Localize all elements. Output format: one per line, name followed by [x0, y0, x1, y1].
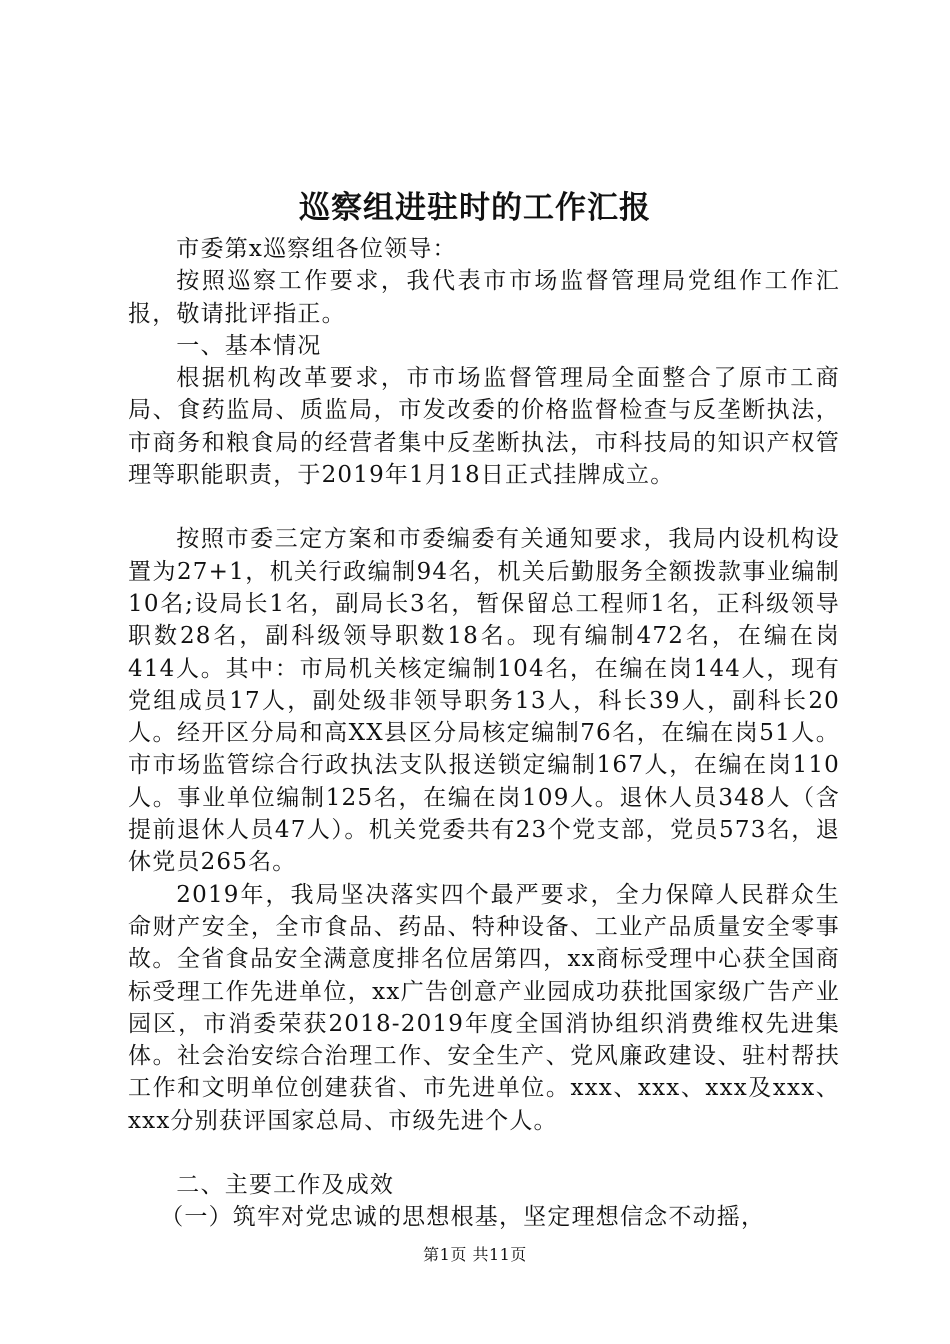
section-heading-main-work: 二、主要工作及成效 — [176, 1172, 395, 1199]
document-body — [128, 233, 840, 1234]
paragraph-spacer — [128, 491, 840, 523]
paragraph-establishment: 根据机构改革要求，市市场监督管理局全面整合了原市工商局、食药监局、质监局，市发改委的价格监督检查与反垄断执法，市商务和粮食局的经营者集中反垄断执法，市科技局的知识产权管理等职能职责，于2019年1月18日正式挂牌成立。 — [128, 365, 840, 489]
document-title: 巡察组进驻时的工作汇报 — [299, 190, 651, 226]
paragraph-achievements: 2019年，我局坚决落实四个最严要求，全力保障人民群众生命财产安全，全市食品、药品、特种设备、工业产品质量安全零事故。全省食品安全满意度排名位居第四，xx商标受理中心获全国商标受理工作先进单位，xx广告创意产业园成功获批国家级广告产业园区，市消委荣获2018-2019年度全国消协组织消费维权先进集体。社会治安综合治理工作、安全生产、党风廉政建设、驻村帮扶工作和文明单位创建获省、市先进单位。xxx、xxx、xxx及xxx、xxx分别获评国家总局、市级先进个人。 — [128, 881, 840, 1134]
subsection-heading-loyalty: （一）筑牢对党忠诚的思想根基，坚定理想信念不动摇， — [160, 1204, 766, 1231]
section-heading-basic-info: 一、基本情况 — [176, 332, 322, 359]
paragraph-intro: 按照巡察工作要求，我代表市市场监督管理局党组作工作汇报，敬请批评指正。 — [128, 268, 840, 327]
paragraph-staffing: 按照市委三定方案和市委编委有关通知要求，我局内设机构设置为27+1，机关行政编制94名，机关后勤服务全额拨款事业编制10名;设局长1名，副局长3名，暂保留总工程师1名，正科级领导职数28名，副科级领导职数18名。现有编制472名，在编在岗414人。其中：市局机关核定编制104名，在编在岗144人，现有党组成员17人，副处级非领导职务13人，科长39人，副科长20人。经开区分局和高XX县区分局核定编制76名，在编在岗51人。市市场监管综合行政执法支队报送锁定编制167人，在编在岗110人。事业单位编制125名，在编在岗109人。退休人员348人（含提前退休人员47人）。机关党委共有23个党支部，党员573名，退休党员265名。 — [128, 526, 840, 876]
page-number: 第1页 共11页 — [423, 1245, 527, 1264]
salutation: 市委第x巡察组各位领导： — [176, 236, 457, 262]
paragraph-spacer — [128, 1137, 840, 1169]
